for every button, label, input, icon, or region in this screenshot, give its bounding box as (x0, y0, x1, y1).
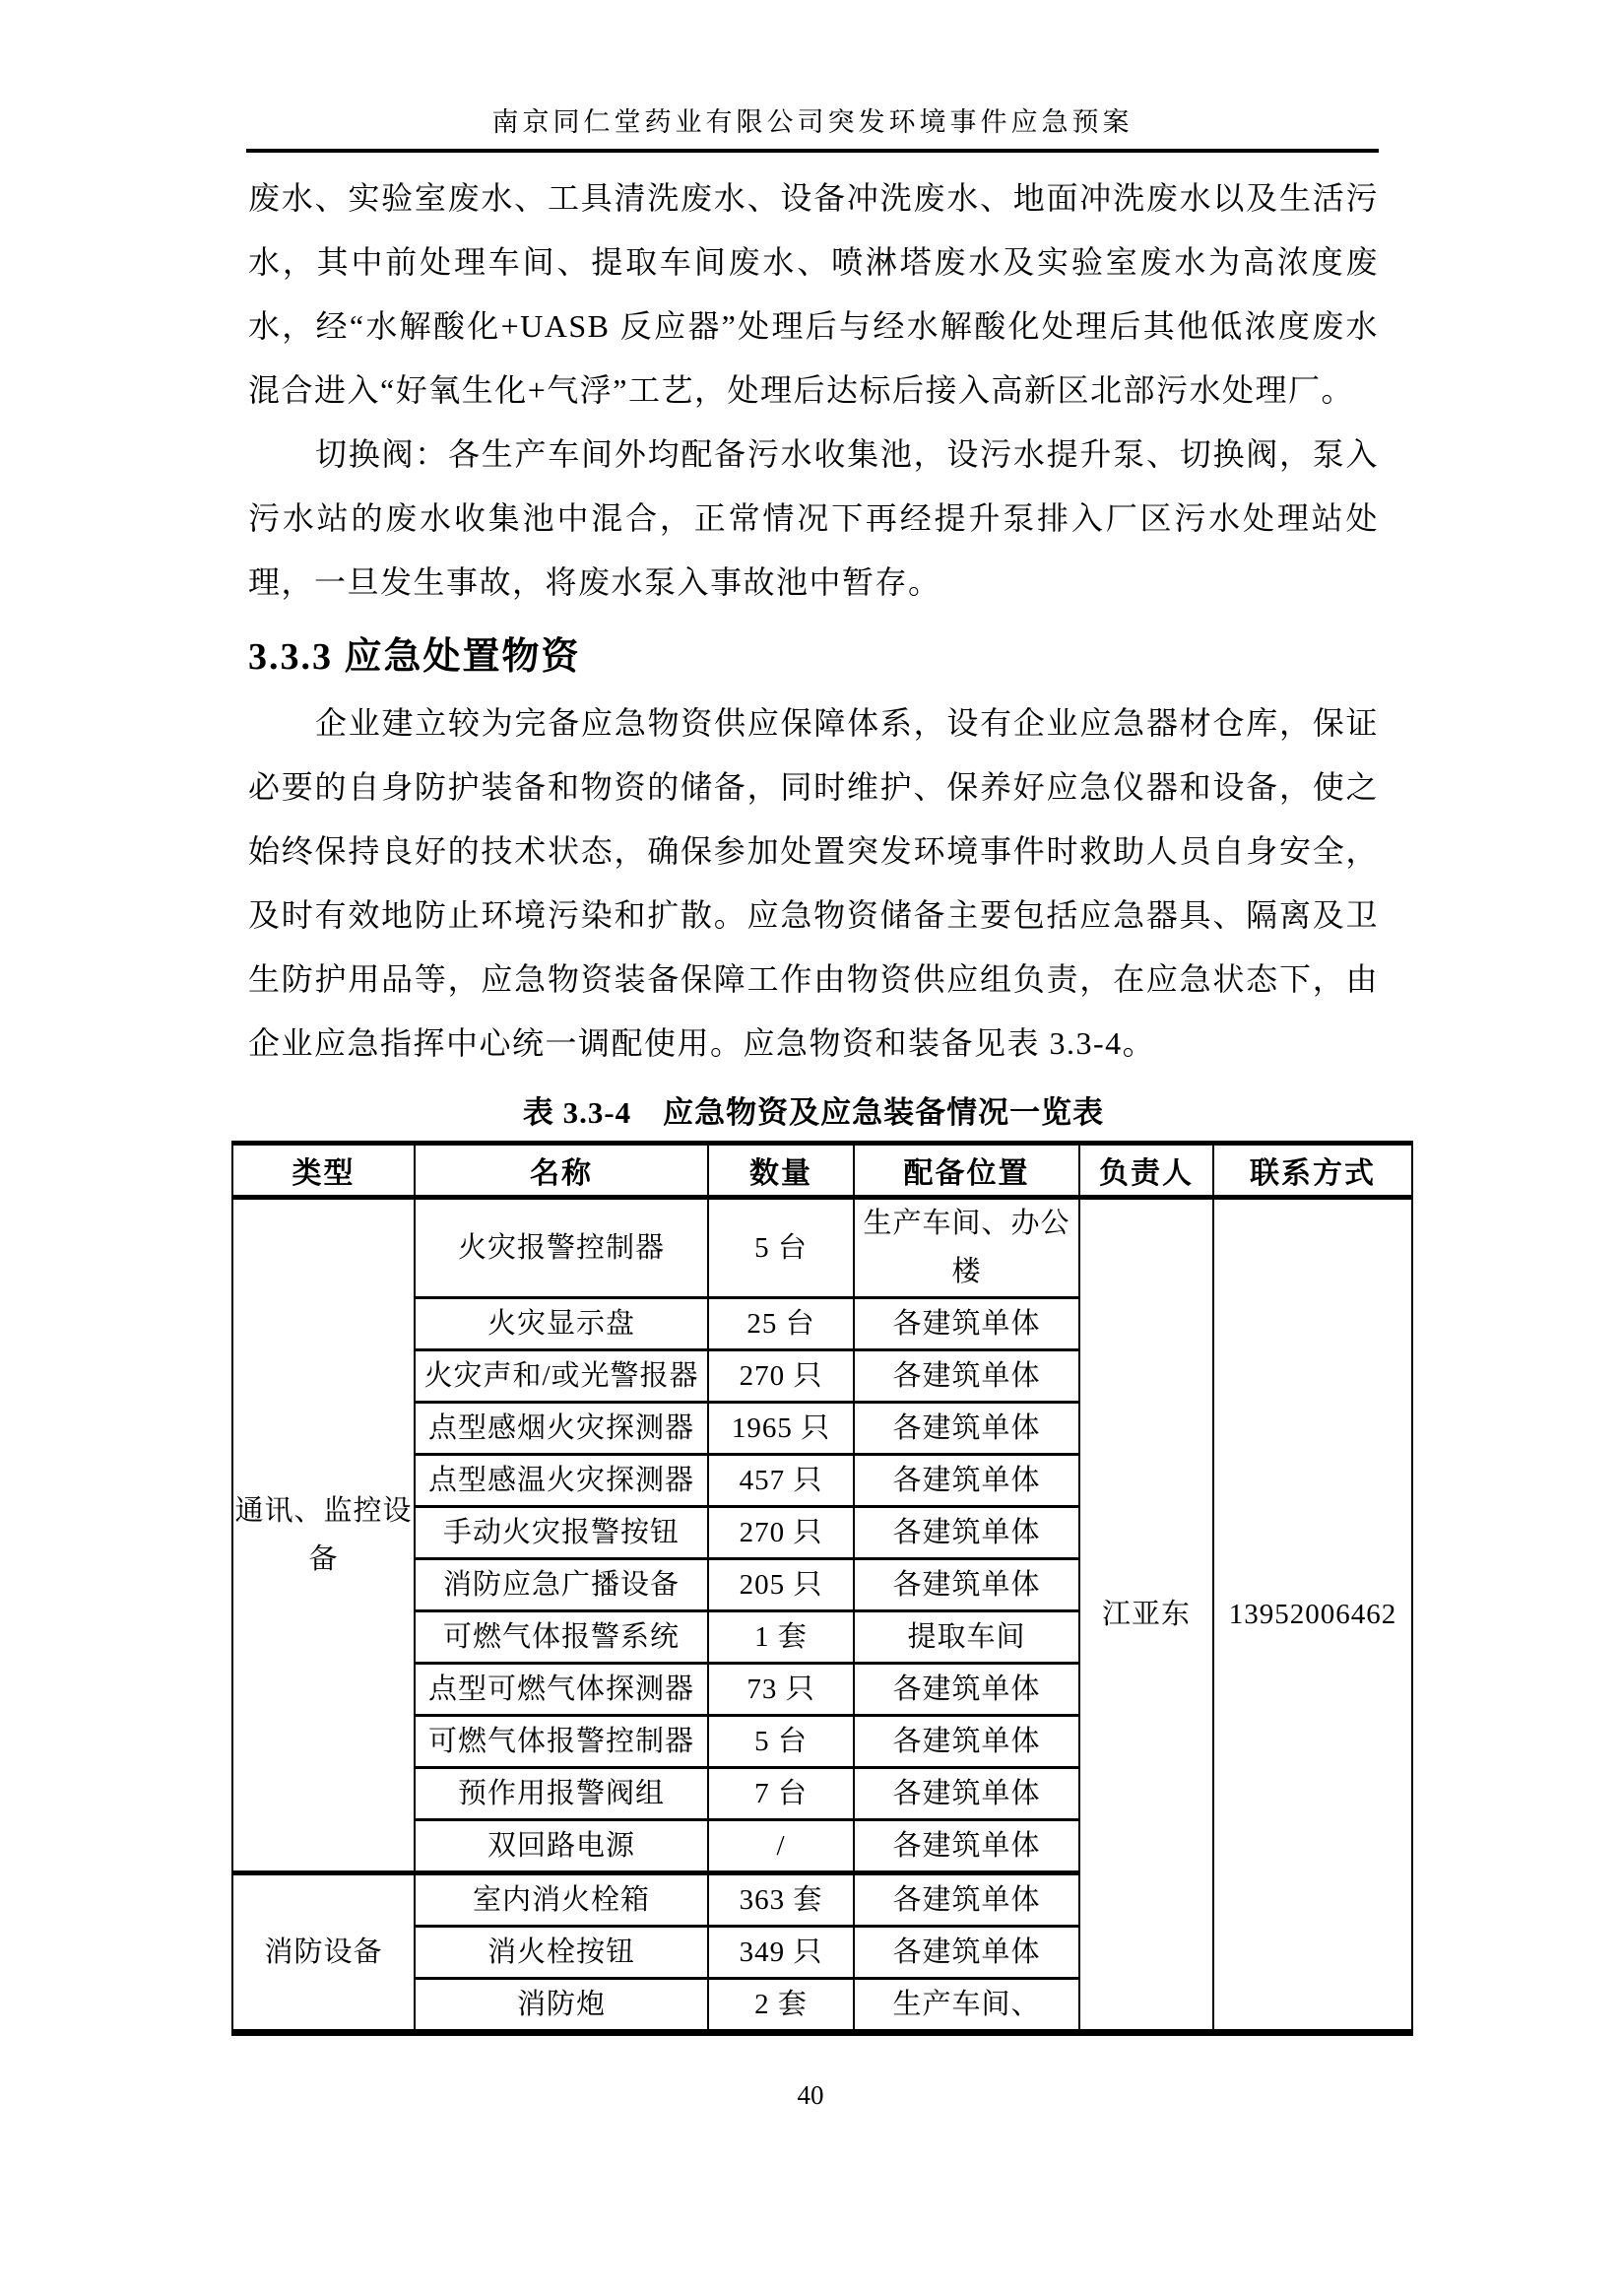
location-cell: 各建筑单体 (854, 1350, 1079, 1403)
item-name-cell: 可燃气体报警系统 (415, 1611, 708, 1664)
location-cell: 各建筑单体 (854, 1507, 1079, 1559)
quantity-cell: 1965 只 (708, 1403, 854, 1455)
item-name-cell: 点型感温火灾探测器 (415, 1455, 708, 1507)
location-cell: 各建筑单体 (854, 1455, 1079, 1507)
item-name-cell: 手动火灾报警按钮 (415, 1507, 708, 1559)
location-cell: 各建筑单体 (854, 1873, 1079, 1927)
category-cell: 消防设备 (232, 1873, 415, 2033)
location-cell: 各建筑单体 (854, 1298, 1079, 1350)
quantity-cell: 270 只 (708, 1507, 854, 1559)
item-name-cell: 消防炮 (415, 1979, 708, 2033)
quantity-cell: 25 台 (708, 1298, 854, 1350)
quantity-cell: 5 台 (708, 1198, 854, 1298)
quantity-cell: 349 只 (708, 1927, 854, 1979)
item-name-cell: 火灾显示盘 (415, 1298, 708, 1350)
column-header-contact: 联系方式 (1213, 1144, 1412, 1198)
quantity-cell: 205 只 (708, 1559, 854, 1611)
table-title: 表 3.3-4 应急物资及应急装备情况一览表 (522, 1095, 1105, 1130)
location-cell: 各建筑单体 (854, 1716, 1079, 1768)
quantity-cell: 363 套 (708, 1873, 854, 1927)
category-cell: 通讯、监控设备 (232, 1198, 415, 1873)
quantity-cell: 73 只 (708, 1664, 854, 1716)
column-header-quantity: 数量 (708, 1144, 854, 1198)
paragraph-emergency-supplies: 企业建立较为完备应急物资供应保障体系，设有企业应急器材仓库，保证必要的自身防护装备和物资的储备，同时维护、保养好应急仪器和设备，使之始终保持良好的技术状态，确保参加处置突发环境事件时救助人员自身安全，及时有效地防止环境污染和扩散。应急物资储备主要包括应急器具、隔离及卫生防护用品等，应急物资装备保障工作由物资供应组负责，在应急状态下，由企业应急指挥中心统一调配使用。应急物资和装备见表 3.3-4。 (248, 705, 1379, 1061)
item-name-cell: 火灾声和/或光警报器 (415, 1350, 708, 1403)
paragraph-wastewater-treatment: 废水、实验室废水、工具清洗废水、设备冲洗废水、地面冲洗废水以及生活污水，其中前处理车间、提取车间废水、喷淋塔废水及实验室废水为高浓度废水，经“水解酸化+UASB 反应器”处理后与经水解酸化处理后其他低浓度废水混合进入“好氧生化+气浮”工艺，处理后达标后接入高新区北部污水处理厂。 (248, 180, 1379, 408)
contact-cell: 13952006462 (1213, 1198, 1412, 2033)
column-header-name: 名称 (415, 1144, 708, 1198)
location-cell: 生产车间、办公楼 (854, 1198, 1079, 1298)
location-cell: 各建筑单体 (854, 1403, 1079, 1455)
item-name-cell: 火灾报警控制器 (415, 1198, 708, 1298)
item-name-cell: 双回路电源 (415, 1820, 708, 1873)
item-name-cell: 室内消火栓箱 (415, 1873, 708, 1927)
quantity-cell: 457 只 (708, 1455, 854, 1507)
item-name-cell: 消火栓按钮 (415, 1927, 708, 1979)
paragraph-switch-valve: 切换阀：各生产车间外均配备污水收集池，设污水提升泵、切换阀，泵入污水站的废水收集池中混合，正常情况下再经提升泵排入厂区污水处理站处理，一旦发生事故，将废水泵入事故池中暂存。 (248, 436, 1379, 600)
table-row (232, 1198, 1412, 1298)
quantity-cell: 270 只 (708, 1350, 854, 1403)
table-header-row (232, 1144, 1412, 1198)
item-name-cell: 点型感烟火灾探测器 (415, 1403, 708, 1455)
location-cell: 各建筑单体 (854, 1664, 1079, 1716)
column-header-type: 类型 (232, 1144, 415, 1198)
location-cell: 各建筑单体 (854, 1927, 1079, 1979)
quantity-cell: 1 套 (708, 1611, 854, 1664)
quantity-cell: 5 台 (708, 1716, 854, 1768)
section-heading-3-3-3: 3.3.3 应急处置物资 (248, 636, 581, 678)
item-name-cell: 可燃气体报警控制器 (415, 1716, 708, 1768)
item-name-cell: 点型可燃气体探测器 (415, 1664, 708, 1716)
item-name-cell: 消防应急广播设备 (415, 1559, 708, 1611)
quantity-cell: 2 套 (708, 1979, 854, 2033)
column-header-responsible: 负责人 (1079, 1144, 1213, 1198)
column-header-location: 配备位置 (854, 1144, 1079, 1198)
location-cell: 各建筑单体 (854, 1820, 1079, 1873)
page-body (234, 166, 1397, 2036)
supplies-table (231, 1141, 1413, 2036)
quantity-cell: 7 台 (708, 1768, 854, 1820)
page-number: 40 (797, 2080, 824, 2110)
page-header (246, 0, 1379, 153)
location-cell: 各建筑单体 (854, 1559, 1079, 1611)
item-name-cell: 预作用报警阀组 (415, 1768, 708, 1820)
location-cell: 各建筑单体 (854, 1768, 1079, 1820)
location-cell: 生产车间、 (854, 1979, 1079, 2033)
quantity-cell: / (708, 1820, 854, 1873)
responsible-cell: 江亚东 (1079, 1198, 1213, 2033)
location-cell: 提取车间 (854, 1611, 1079, 1664)
header-title: 南京同仁堂药业有限公司突发环境事件应急预案 (491, 107, 1134, 137)
